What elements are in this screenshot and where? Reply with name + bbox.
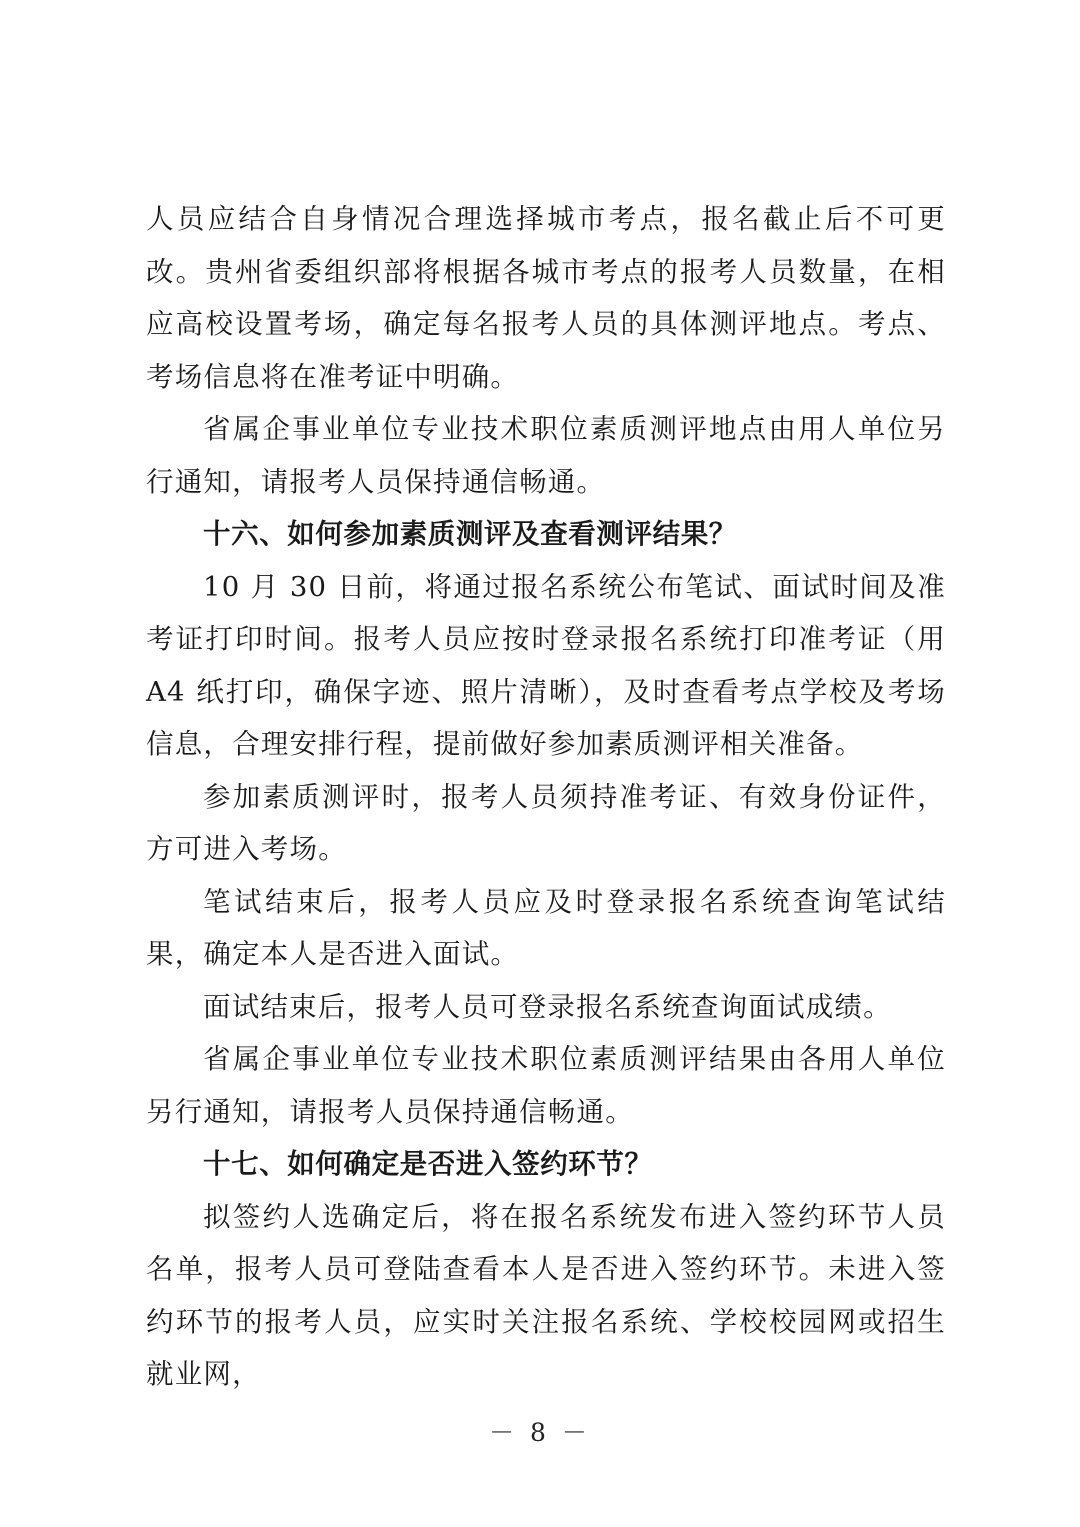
paragraph-testing-location-notice: 省属企事业单位专业技术职位素质测评地点由用人单位另行通知，请报考人员保持通信畅通。 bbox=[146, 413, 946, 498]
paragraph-exam-schedule: 10 月 30 日前，将通过报名系统公布笔试、面试时间及准考证打印时间。报考人员应按时登录报名系统打印准考证（用 A4 纸打印，确保字迹、照片清晰），及时查看考点学校及考场信息，合理安排行程，提前做好参加素质测评相关准备。 bbox=[146, 570, 946, 760]
document-body bbox=[146, 193, 946, 1401]
paragraph-exam-entry: 参加素质测评时，报考人员须持准考证、有效身份证件，方可进入考场。 bbox=[146, 780, 946, 865]
paragraph-unit-results-notice: 省属企事业单位专业技术职位素质测评结果由各用人单位另行通知，请报考人员保持通信畅通。 bbox=[146, 1043, 946, 1128]
paragraph-signing-list: 拟签约人选确定后，将在报名系统发布进入签约环节人员名单，报考人员可登陆查看本人是否进入签约环节。未进入签约环节的报考人员，应实时关注报名系统、学校校园网或招生就业网， bbox=[146, 1200, 946, 1390]
section-heading-16: 十六、如何参加素质测评及查看测评结果？ bbox=[203, 518, 737, 550]
section-heading-17: 十七、如何确定是否进入签约环节？ bbox=[203, 1148, 653, 1180]
paragraph-written-results: 笔试结束后，报考人员应及时登录报名系统查询笔试结果，确定本人是否进入面试。 bbox=[146, 885, 946, 970]
page-number: － 8 － bbox=[489, 1418, 591, 1447]
paragraph-interview-results: 面试结束后，报考人员可登录报名系统查询面试成绩。 bbox=[203, 990, 892, 1023]
paragraph-continuation: 人员应结合自身情况合理选择城市考点，报名截止后不可更改。贵州省委组织部将根据各城市考点的报考人员数量，在相应高校设置考场，确定每名报考人员的具体测评地点。考点、考场信息将在准考证中明确。 bbox=[146, 203, 946, 393]
